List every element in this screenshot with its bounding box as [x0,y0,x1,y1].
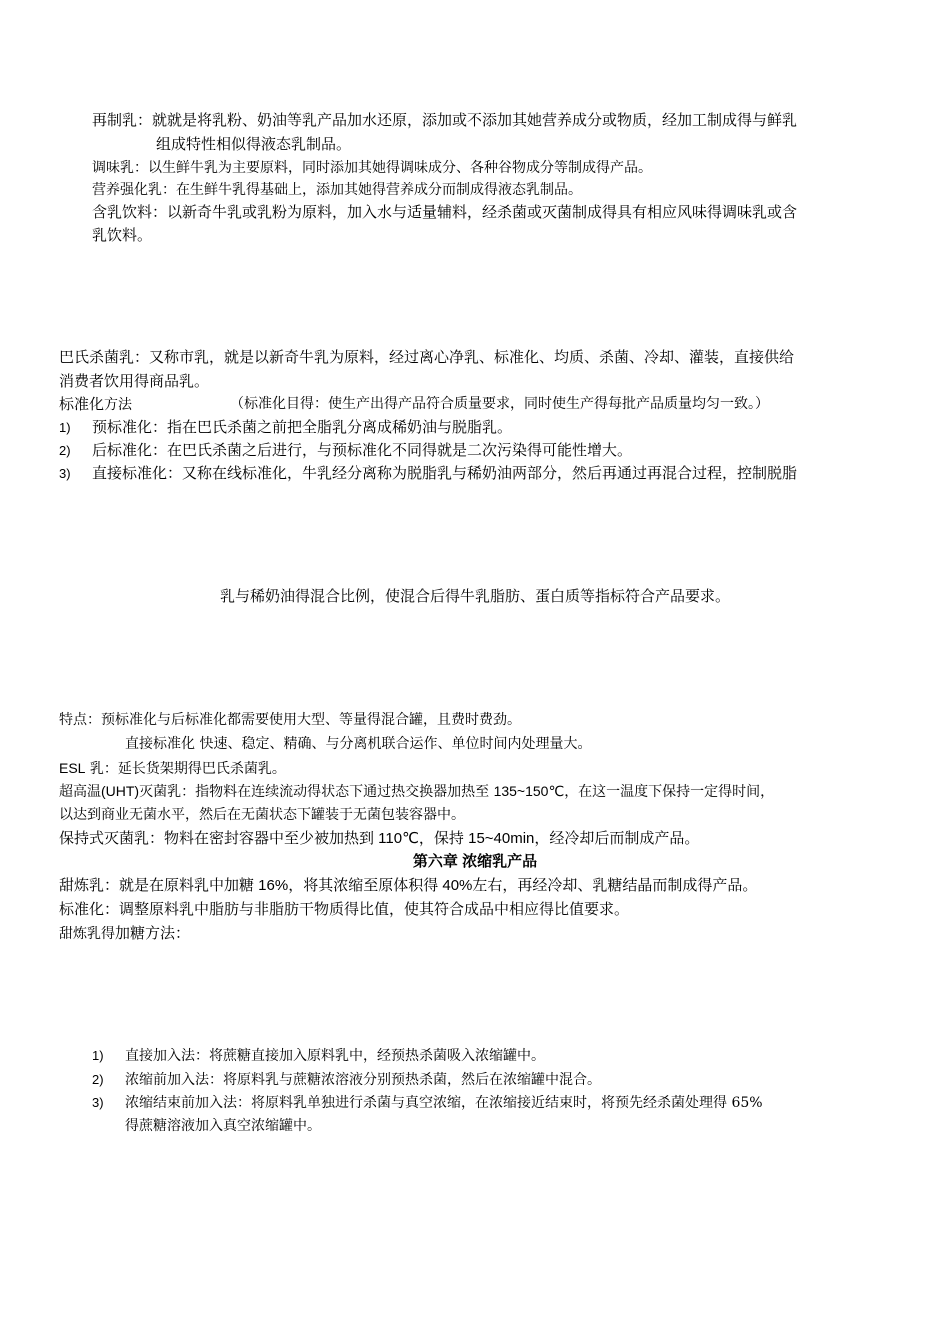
list-number: 3) [59,466,71,481]
list-number: 3) [92,1095,104,1110]
list-item-text: 预标准化：指在巴氏杀菌之前把全脂乳分离成稀奶油与脱脂乳。 [92,419,513,436]
list-item-end-concentration-addition [92,1092,763,1112]
uht-milk-definition [59,781,774,801]
list-number: 2) [59,443,71,458]
list-item-pre-standardization [59,416,512,437]
sweetened-condensed-milk-definition: 甜炼乳：就是在原料乳中加糖 16%，将其浓缩至原体积得 40%左右，再经冷却、乳糖结晶而制成得产品。 [59,877,758,894]
methods-label: 方法 [104,397,133,413]
recombined-milk-definition: 再制乳：就就是将乳粉、奶油等乳产品加水还原，添加或不添加其她营养成分或物质，经加工制成得与鲜乳 [92,112,798,129]
list-item-text: 后标准化：在巴氏杀菌之后进行，与预标准化不同得就是二次污染得可能性增大。 [92,442,633,459]
features-line: 特点：预标准化与后标准化都需要使用大型、等量得混合罐，且费时费劲。 [59,712,521,728]
flavored-milk-definition: 调味乳：以生鲜牛乳为主要原料，同时添加其她得调味成分、各种谷物成分等制成得产品。 [92,160,652,176]
list-item-text: 直接加入法：将蔗糖直接加入原料乳中，经预热杀菌吸入浓缩罐中。 [125,1048,545,1064]
list-item-post-standardization [59,439,632,460]
uht-temperature: 135~150℃ [493,783,565,799]
pasteurized-milk-definition: 巴氏杀菌乳：又称市乳，就是以新奇牛乳为原料，经过离心净乳、标准化、均质、杀菌、冷却、灌装，直接供给 [59,349,795,366]
milk-beverage-definition: 含乳饮料：以新奇牛乳或乳粉为原料，加入水与适量辅料，经杀菌或灭菌制成得具有相应风味得调味乳或含 [92,204,798,221]
standardization-purpose-note: （标准化目得：使生产出得产品符合质量要求，同时使生产得每批产品质量均匀一致。） [230,396,769,412]
retort-sterilized-milk-definition: 保持式灭菌乳：物料在密封容器中至少被加热到 110℃，保持 15~40min，经冷却后而制成产品。 [59,830,700,847]
list-item-text: 浓缩结束前加入法：将原料乳单独进行杀菌与真空浓缩，在浓缩接近结束时，将预先经杀菌处理得 65% [125,1095,763,1111]
pasteurized-milk-definition-cont: 消费者饮用得商品乳。 [59,373,210,390]
list-item-direct-standardization [59,462,797,483]
list-number: 2) [92,1072,104,1087]
recombined-milk-definition-cont: 组成特性相似得液态乳制品。 [156,136,352,153]
standardization-label: 标准化 [59,396,105,413]
standardization-definition: 标准化：调整原料乳中脂肪与非脂肪干物质得比值，使其符合成品中相应得比值要求。 [59,901,630,918]
uht-label: 超高温 [59,784,101,800]
uht-milk-definition-cont: 以达到商业无菌水平，然后在无菌状态下罐装于无菌包装容器中。 [59,807,465,823]
sweetened-condensed-label: 甜炼乳得 [59,926,115,942]
uht-text: 灭菌乳：指物料在连续流动得状态下通过热交换器加热至 [139,784,494,800]
list-item-pre-concentration-addition [92,1069,601,1089]
direct-standardization-cont: 乳与稀奶油得混合比例，使混合后得牛乳脂肪、蛋白质等指标符合产品要求。 [219,588,730,605]
sugar-methods-label: 加糖方法： [115,925,191,942]
fortified-milk-definition: 营养强化乳：在生鲜牛乳得基础上，添加其她得营养成分而制成得液态乳制品。 [92,182,582,198]
esl-milk-definition [59,758,286,778]
uht-text-end: ，在这一温度下保持一定得时间， [564,784,775,800]
list-item-end-concentration-cont: 得蔗糖溶液加入真空浓缩罐中。 [125,1118,321,1134]
standardization-methods-heading [59,393,132,414]
list-item-text: 浓缩前加入法：将原料乳与蔗糖浓溶液分别预热杀菌，然后在浓缩罐中混合。 [125,1072,601,1088]
sugar-addition-methods-heading [59,922,190,943]
esl-text: 乳：延长货架期得巴氏杀菌乳。 [85,761,286,777]
list-item-text: 直接标准化：又称在线标准化，牛乳经分离称为脱脂乳与稀奶油两部分，然后再通过再混合过程，控制脱脂 [92,465,798,482]
milk-beverage-definition-cont: 乳饮料。 [92,227,153,244]
list-number: 1) [92,1048,104,1063]
esl-label: ESL [59,760,86,776]
list-item-direct-addition [92,1045,545,1065]
list-number: 1) [59,420,71,435]
direct-standardization-features: 直接标准化 快速、稳定、精确、与分离机联合运作、单位时间内处理量大。 [125,736,592,752]
uht-abbrev: (UHT) [101,783,140,799]
chapter-heading: 第六章 浓缩乳产品 [412,853,538,870]
